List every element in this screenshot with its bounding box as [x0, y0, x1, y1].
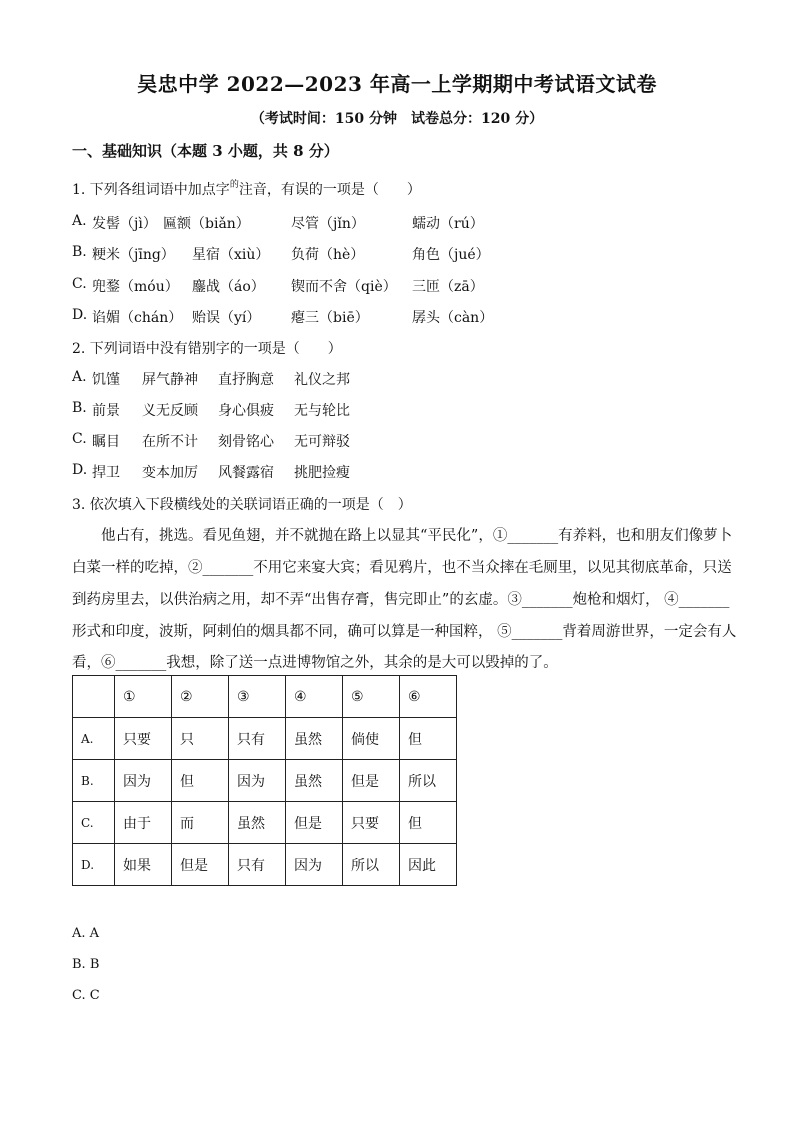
table-cell: B.	[73, 760, 115, 802]
table-row	[73, 802, 457, 844]
q1-option-d-item: 贻误（yí）	[192, 310, 261, 326]
table-header-row	[73, 676, 457, 718]
table-row	[73, 718, 457, 760]
q2-option-b-item: 前景	[92, 403, 120, 419]
q1-option-d-label: D.	[72, 307, 88, 323]
exam-title: 吴忠中学 2022—2023 年高一上学期期中考试语文试卷	[137, 72, 657, 96]
table-header-cell	[73, 676, 115, 718]
q1-option-d-item: 谄媚（chán）	[92, 310, 183, 326]
table-cell: 只要	[115, 718, 172, 760]
q1-option-d-item: 孱头（càn）	[412, 310, 494, 326]
q1-option-b-label: B.	[72, 244, 87, 260]
q3-answer-table	[72, 675, 457, 886]
table-row	[73, 760, 457, 802]
table-cell: 但是	[172, 844, 229, 886]
q2-option-c-item: 在所不计	[142, 434, 198, 450]
table-cell: 而	[172, 802, 229, 844]
q2-option-d-item: 风餐露宿	[218, 465, 274, 481]
q1-option-b-item: 星宿（xiù）	[192, 247, 270, 263]
q2-option-d-item: 挑肥捡瘦	[294, 465, 350, 481]
table-cell: 虽然	[286, 718, 343, 760]
q1-stem-part-a: 1. 下列各组词语中加点字	[72, 182, 230, 198]
q3-passage-line: 他占有，挑选。看见鱼翅，并不就抛在路上以显其“平民化”，①_______有养料，也和朋友们像萝卜	[72, 528, 733, 544]
table-cell: 但是	[343, 760, 400, 802]
q3-passage-line: 白菜一样的吃掉，②_______不用它来宴大宾；看见鸦片，也不当众摔在毛厕里，以见其彻底革命，只送	[72, 560, 732, 576]
q2-option-a-item: 直抒胸意	[218, 372, 274, 388]
q1-option-b-item: 负荷（hè）	[291, 247, 365, 263]
table-cell: A.	[73, 718, 115, 760]
q2-option-d-item: 捍卫	[92, 465, 120, 481]
table-row	[73, 844, 457, 886]
table-cell: 只要	[343, 802, 400, 844]
q3-passage-line: 看，⑥_______我想，除了送一点进博物馆之外，其余的是大可以毁掉的了。	[72, 655, 558, 671]
table-cell: 由于	[115, 802, 172, 844]
q2-option-b-item: 身心俱疲	[218, 403, 274, 419]
q1-option-a-item: 发髻（jì）	[92, 216, 157, 232]
table-cell: 虽然	[286, 760, 343, 802]
q1-stem-part-b: 注音，有误的一项是（ ）	[238, 182, 421, 198]
q2-option-c-label: C.	[72, 431, 87, 447]
q1-stem-mark: 的	[229, 180, 239, 190]
table-cell: 但	[172, 760, 229, 802]
q2-option-b-item: 无与轮比	[294, 403, 350, 419]
table-cell: C.	[73, 802, 115, 844]
q2-option-a-item: 屏气静神	[142, 372, 198, 388]
table-cell: 因为	[115, 760, 172, 802]
exam-subtitle: （考试时间：150 分钟 试卷总分：120 分）	[250, 111, 544, 127]
table-cell: 只有	[229, 844, 286, 886]
table-header-cell: ③	[229, 676, 286, 718]
q1-stem	[72, 179, 421, 199]
q1-option-a-item: 蠕动（rú）	[412, 216, 484, 232]
q1-option-c-item: 锲而不舍（qiè）	[291, 279, 397, 295]
table-cell: 如果	[115, 844, 172, 886]
q2-option-c-item: 瞩目	[92, 434, 120, 450]
table-cell: 倘使	[343, 718, 400, 760]
q2-option-b-label: B.	[72, 400, 87, 416]
table-header-cell: ①	[115, 676, 172, 718]
table-cell: 只	[172, 718, 229, 760]
q2-option-a-item: 饥馑	[92, 372, 120, 388]
q3-passage-line: 到药房里去，以供治病之用，却不弄“出售存膏，售完即止”的玄虚。③_______炮枪和烟灯， ④_______	[72, 592, 730, 608]
q2-option-a-label: A.	[72, 369, 87, 385]
table-header-cell: ⑥	[400, 676, 457, 718]
q2-option-b-item: 义无反顾	[142, 403, 198, 419]
table-cell: 只有	[229, 718, 286, 760]
q3-passage-line: 形式和印度，波斯，阿剌伯的烟具都不同，确可以算是一种国粹， ⑤_______背着周游世界，一定会有人	[72, 624, 737, 640]
section-heading: 一、基础知识（本题 3 小题，共 8 分）	[72, 142, 339, 160]
q1-option-b-item: 粳米（jīng）	[92, 247, 175, 263]
table-header-cell: ⑤	[343, 676, 400, 718]
q2-option-c-item: 刻骨铭心	[218, 434, 274, 450]
q3-choice-b: B. B	[72, 957, 100, 972]
q3-stem: 3. 依次填入下段横线处的关联词语正确的一项是（ ）	[72, 497, 412, 513]
q1-option-d-item: 瘪三（biē）	[291, 310, 369, 326]
q2-option-a-item: 礼仪之邦	[294, 372, 350, 388]
table-cell: 所以	[400, 760, 457, 802]
q3-choice-c: C. C	[72, 988, 100, 1003]
table-cell: 但	[400, 802, 457, 844]
q2-option-c-item: 无可辩驳	[294, 434, 350, 450]
q2-stem: 2. 下列词语中没有错别字的一项是（ ）	[72, 341, 342, 357]
table-cell: 因此	[400, 844, 457, 886]
table-cell: 但	[400, 718, 457, 760]
q1-option-c-item: 鏖战（áo）	[192, 279, 265, 295]
table-cell: 所以	[343, 844, 400, 886]
table-header-cell: ②	[172, 676, 229, 718]
table-cell: 但是	[286, 802, 343, 844]
table-cell: 因为	[286, 844, 343, 886]
q1-option-c-label: C.	[72, 276, 87, 292]
q2-option-d-item: 变本加厉	[142, 465, 198, 481]
table-cell: D.	[73, 844, 115, 886]
q1-option-a-label: A.	[72, 213, 87, 229]
table-header-cell: ④	[286, 676, 343, 718]
q3-choice-a: A. A	[72, 926, 100, 941]
q1-option-c-item: 兜鍪（móu）	[92, 279, 179, 295]
table-cell: 虽然	[229, 802, 286, 844]
q1-option-a-item: 尽管（jǐn）	[291, 216, 365, 232]
q1-option-a-item: 匾额（biǎn）	[163, 216, 250, 232]
table-cell: 因为	[229, 760, 286, 802]
q1-option-b-item: 角色（jué）	[412, 247, 490, 263]
q2-option-d-label: D.	[72, 462, 88, 478]
q1-option-c-item: 三匝（zā）	[412, 279, 484, 295]
